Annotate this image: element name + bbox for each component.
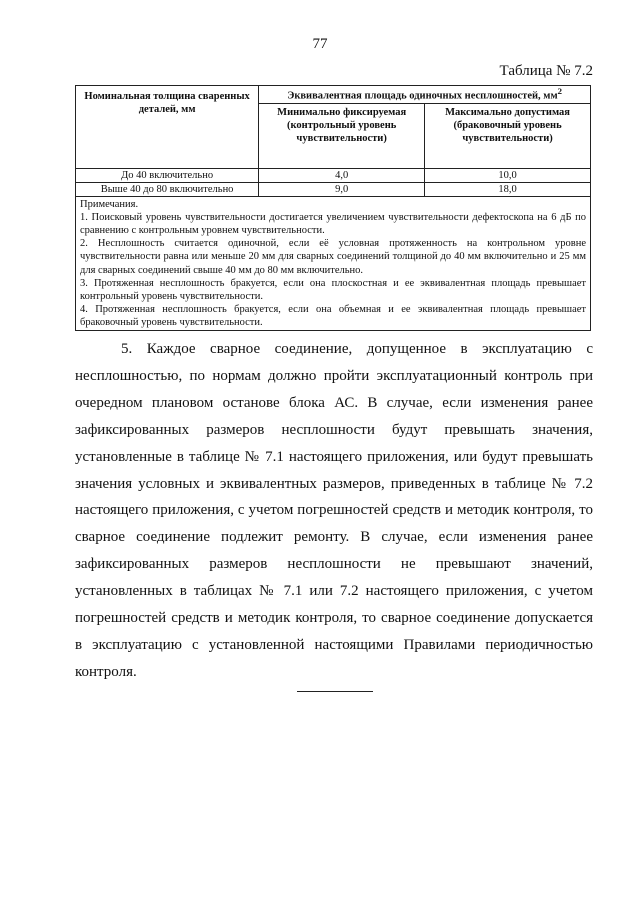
end-divider xyxy=(297,691,373,692)
cell-thickness: Выше 40 до 80 включительно xyxy=(76,182,259,196)
header-area-text: Эквивалентная площадь одиночных несплошностей, мм xyxy=(287,90,558,102)
cell-min: 4,0 xyxy=(259,168,425,182)
table-row xyxy=(76,168,591,182)
thickness-area-table xyxy=(75,85,591,331)
header-area-superscript: 2 xyxy=(557,86,562,96)
header-max-allowed: Максимально допустимая (браковочный уровень чувствительности) xyxy=(425,103,591,168)
table-caption: Таблица № 7.2 xyxy=(499,63,593,79)
notes-cell xyxy=(76,196,591,330)
header-thickness: Номинальная толщина сваренных деталей, мм xyxy=(76,86,259,169)
header-min-fixed: Минимально фиксируемая (контрольный уровень чувствительности) xyxy=(259,103,425,168)
body-paragraph: 5. Каждое сварное соединение, допущенное в эксплуатацию с несплошностью, по нормам должно пройти эксплуатационный контроль при очередном плановом останове блока АС. В случае, если изменения ранее зафиксированных размеров несплошности будут превышать значения, установленные в таблице № 7.1 настоящего приложения, или будут превышать значения условных и эквивалентных размеров, приведенных в таблице № 7.2 настоящего приложения, с учетом погрешностей средств и методик контроля, то сварное соединение подлежит ремонту. В случае, если изменения ранее зафиксированных размеров несплошности не превышают значений, установленных в таблицах № 7.1 или 7.2 настоящего приложения, с учетом погрешностей средств и методик контроля, то сварное соединение допускается в эксплуатацию с установленной настоящими Правилами периодичностью контроля. xyxy=(75,341,593,680)
note-item: 1. Поисковый уровень чувствительности достигается увеличением чувствительности дефектоскопа на 6 дБ по сравнению с контрольным уровнем чувствительности. xyxy=(80,212,586,237)
notes-title: Примечания. xyxy=(80,198,139,210)
table-row xyxy=(76,182,591,196)
header-area xyxy=(259,86,591,104)
note-item: 3. Протяженная несплошность бракуется, если она плоскостная и ее эквивалентная площадь превышает контрольный уровень чувствительности. xyxy=(80,277,586,302)
cell-max: 18,0 xyxy=(425,182,591,196)
note-item: 4. Протяженная несплошность бракуется, если она объемная и ее эквивалентная площадь превышает браковочный уровень чувствительности. xyxy=(80,303,586,328)
cell-thickness: До 40 включительно xyxy=(76,168,259,182)
note-item: 2. Несплошность считается одиночной, если её условная протяженность на контрольном уровне чувствительности равна или меньше 20 мм для сварных соединений толщиной до 40 мм включительно и 25 мм для сварных соединений свыше 40 мм до 80 мм включительно. xyxy=(80,238,586,276)
cell-min: 9,0 xyxy=(259,182,425,196)
page-number: 77 xyxy=(312,36,328,52)
cell-max: 10,0 xyxy=(425,168,591,182)
